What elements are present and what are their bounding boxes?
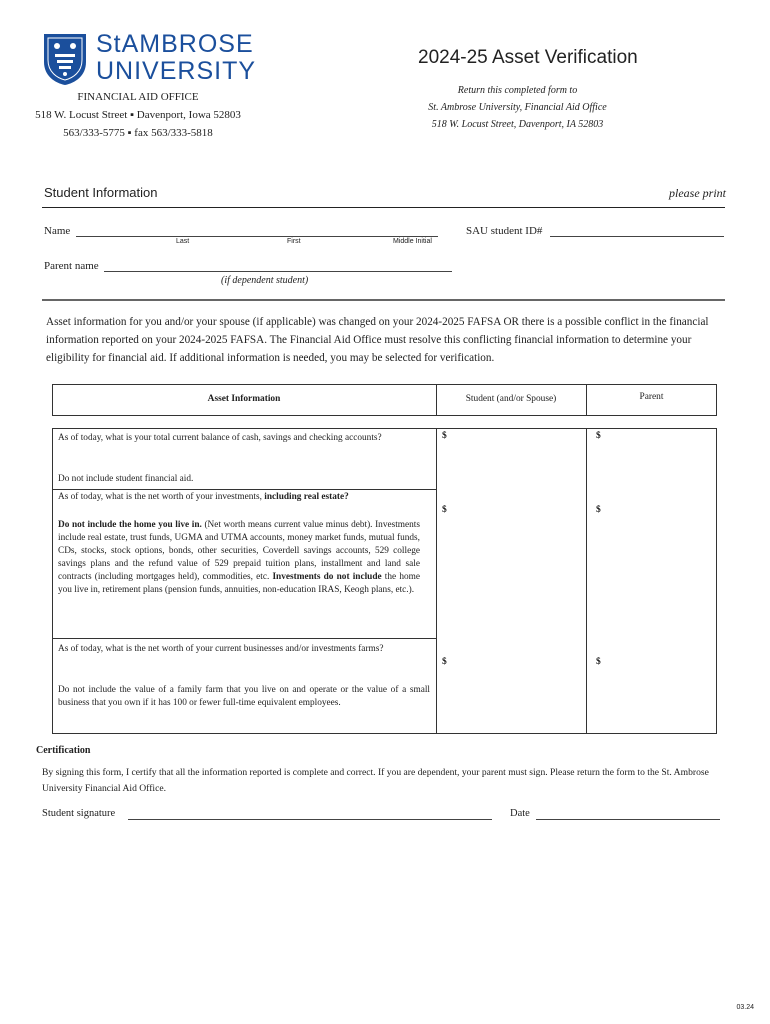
table-row-investments-question [58,491,430,504]
column-header-parent: Parent [639,392,664,402]
name-label: Name [44,225,71,237]
section-title-student-info: Student Information [44,185,158,200]
return-instructions [400,82,635,133]
office-phone: 563/333-5775 ▪ fax 563/333-5818 [63,127,213,139]
return-line-1: Return this completed form to [457,85,578,96]
return-line-3: 518 W. Locust Street, Davenport, IA 52803 [431,119,604,130]
sau-id-field[interactable] [550,236,724,237]
table-row-investments-note [58,519,420,597]
date-label: Date [510,808,530,819]
row-divider [52,489,436,490]
date-field[interactable] [536,819,720,820]
signature-label: Student signature [42,808,116,819]
name-field[interactable] [76,236,438,237]
section-divider-thick [42,299,725,301]
table-row-cash-note: Do not include student financial aid. [58,474,194,484]
investments-note-bold1: Do not include the home you live in. [58,520,202,530]
parent-name-field[interactable] [104,271,452,272]
logo-wordmark-line2: UNIVERSITY [96,57,257,85]
form-title: 2024-25 Asset Verification [418,47,638,68]
table-row-business-question: As of today, what is the net worth of your current businesses and/or investments farms? [58,644,384,654]
investments-note-bold2: Investments do not include [272,572,382,582]
parent-name-label: Parent name [44,260,99,272]
table-row-business-note: Do not include the value of a family farm that you live on and operate or the value of a small business that you own if it has 100 or fewer full-time equivalent employees. [58,685,430,708]
office-name: FINANCIAL AID OFFICE [77,91,199,103]
name-sub-last: Last [176,238,190,245]
column-header-asset: Asset Information [207,394,281,404]
university-seal-icon [42,32,88,86]
investments-question-text: As of today, what is the net worth of your investments, [58,492,265,502]
certification-text: By signing this form, I certify that all the information reported is complete and correct. If you are dependent, your parent must sign. Please return the form to the St. Ambrose University Financial Aid Office. [42,767,709,794]
certification-title: Certification [36,745,91,756]
student-business-input[interactable]: $ [442,657,447,667]
parent-business-input[interactable]: $ [596,657,601,667]
parent-investments-input[interactable]: $ [596,505,601,515]
student-investments-input[interactable]: $ [442,505,447,515]
section-divider [42,207,725,208]
table-row-cash-question: As of today, what is your total current balance of cash, savings and checking accounts? [58,433,382,443]
investments-note-text1: (Net worth means current value minus debt). Investments include real estate, trust funds, UGMA and UTMA accounts, money market funds, mutual funds, CDs, stocks, stock options, bonds, other securities, Coverdell savings accounts, 529 college savings plans and the refund value of 529 prepaid tuition plans, installment and land sale contracts (including mortgages held), commodities, etc. [58,520,421,582]
name-sub-first: First [287,238,301,245]
intro-paragraph: Asset information for you and/or your spouse (if applicable) was changed on your 2024-2025 FAFSA OR there is a possible conflict in the financial information reported on your 2024-2025 FAFSA. The Financial Aid Office must resolve this conflicting financial information to determine your eligibility for financial aid. If additional information is needed, you may be selected for verification. [46,316,709,364]
office-contact [20,88,256,142]
student-cash-input[interactable]: $ [442,431,447,441]
logo-wordmark-line1: StAMBROSE [96,30,254,58]
form-revision-code: 03.24 [736,1004,754,1011]
sau-id-label: SAU student ID# [466,225,543,237]
column-divider [586,428,587,734]
office-address: 518 W. Locust Street ▪ Davenport, Iowa 52803 [35,109,241,121]
parent-cash-input[interactable]: $ [596,431,601,441]
row-divider [52,638,436,639]
name-sub-middle: Middle Initial [393,238,432,245]
university-logo [42,30,257,88]
column-divider [436,428,437,734]
please-print-note: please print [669,186,726,200]
signature-field[interactable] [128,819,492,820]
investments-question-bold: including real estate? [264,492,349,502]
return-line-2: St. Ambrose University, Financial Aid Office [428,102,607,113]
investments-note-text2: the home you live in, retirement plans (pension funds, annuities, non-education IRAS, Keogh plans, etc.). [58,572,420,595]
parent-name-note: (if dependent student) [221,275,309,286]
column-header-student: Student (and/or Spouse) [465,394,557,404]
